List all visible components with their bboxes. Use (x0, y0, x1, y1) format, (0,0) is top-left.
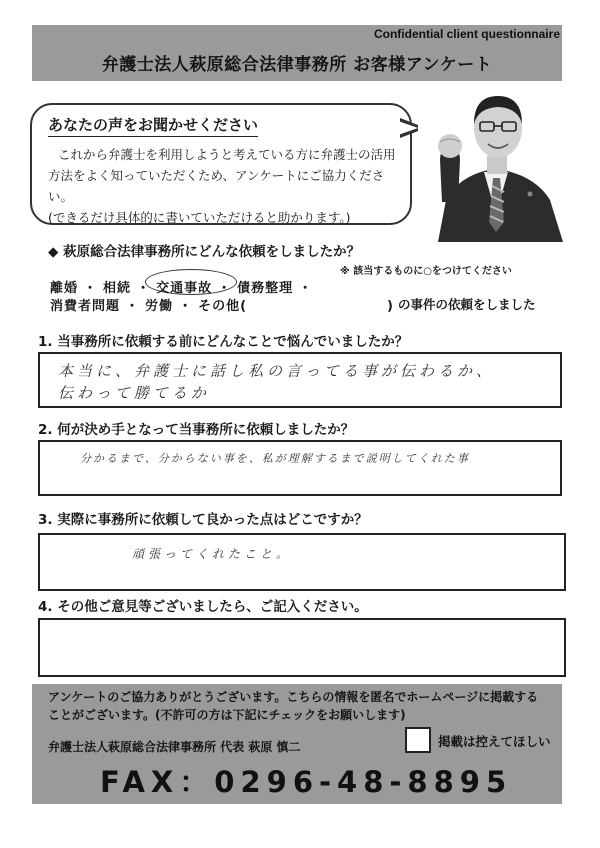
question-3-title: 3. 実際に事務所に依頼して良かった点はどこですか？ (38, 512, 368, 528)
question-1-answer-line-2: 伝わって勝てるか (58, 384, 210, 402)
question-2-answer-box[interactable] (38, 440, 562, 496)
footer-thanks (48, 688, 558, 724)
decline-publication-label: 掲載は控えてほしい (438, 734, 551, 749)
lawyer-photo (418, 82, 573, 242)
question-1-answer-line-1: 本当に、弁護士に話し私の言ってる事が伝わるか、 (58, 362, 496, 380)
representative-name: 弁護士法人萩原総合法律事務所 代表 萩原 慎二 (48, 740, 301, 754)
question-2-answer-line-1: 分かるまで、分からない事を、私が理解するまで説明してくれた事 (80, 452, 470, 465)
footer-thanks-line-2: ことがございます。(不許可の方は下記にチェックをお願いします) (48, 708, 406, 722)
confidential-label: Confidential client questionnaire (373, 27, 560, 41)
case-categories-line-1: 離婚 ・ 相続 ・ 交通事故 ・ 債務整理 ・ (50, 281, 313, 296)
bubble-line-2: 方法をよく知っていただくため、アンケートにご協力ください。 (48, 168, 385, 204)
question-1-title: 1. 当事務所に依頼する前にどんなことで悩んでいましたか？ (38, 334, 409, 350)
case-categories-line-2: 消費者問題 ・ 労働 ・ その他( ) (50, 299, 394, 314)
bubble-line-1: これから弁護士を利用しようと考えている方に弁護士の活用 (58, 147, 396, 162)
speech-bubble-tail-inner (398, 121, 418, 135)
question-3-answer-line-1: 頑張ってくれたこと。 (132, 547, 293, 561)
page-title: 弁護士法人萩原総合法律事務所 お客様アンケート (101, 55, 493, 75)
question-3-answer-box[interactable] (38, 533, 566, 591)
circle-instruction-note: ※ 該当するものに○をつけてください (340, 266, 512, 277)
request-question: ◆ 萩原総合法律事務所にどんな依頼をしましたか？ (48, 244, 361, 260)
decline-publication-checkbox[interactable] (405, 727, 431, 753)
question-4-title: 4. その他ご意見等ございましたら、ご記入ください。 (38, 599, 368, 615)
fax-number: FAX：0296-48-8895 (100, 765, 513, 799)
question-2-title: 2. 何が決め手となって当事務所に依頼しましたか？ (38, 422, 355, 438)
bubble-title: あなたの声をお聞かせください (48, 114, 258, 137)
bubble-line-3: (できるだけ具体的に書いていただけると助かります。) (48, 210, 351, 225)
bubble-body (48, 144, 408, 228)
case-categories-suffix: の事件の依頼をしました (398, 297, 536, 312)
question-4-answer-box[interactable] (38, 618, 566, 677)
footer-thanks-line-1: アンケートのご協力ありがとうございます。こちらの情報を匿名でホームページに掲載する (48, 690, 539, 704)
